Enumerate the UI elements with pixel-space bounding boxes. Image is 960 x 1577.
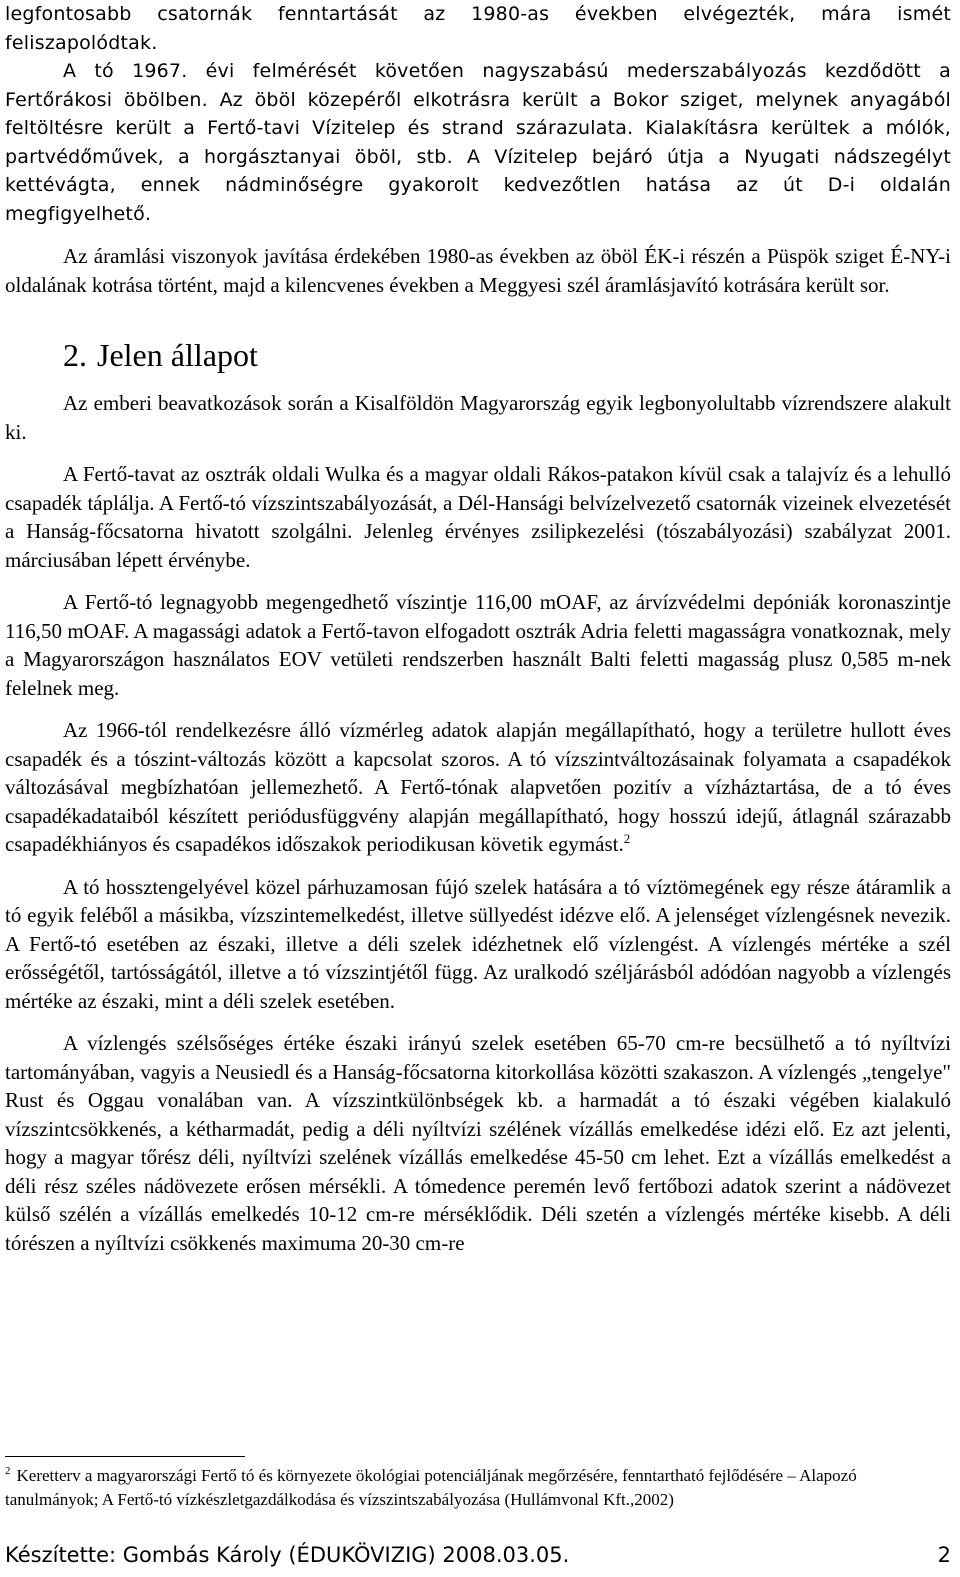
paragraph-seiche: A tó hossztengelyével közel párhuzamosan fújó szelek hatására a tó víztömegének egy része átáramlik a tó egyik feléből a másikba, vízszintemelkedést, illetve süllyedést idézve elő. A jelenséget vízlengésnek nevezik. A Fertő-tó esetében az északi, illetve a déli szelek idézhetnek elő vízlengést. A vízlengés mértéke a szél erősségétől, tartósságától, illetve a tó vízszintjétől függ. Az uralkodó széljárásból adódóan nagyobb a vízlengés mértéke az északi, mint a déli szelek esetében. bbox=[5, 874, 951, 1013]
paragraph-continued: legfontosabb csatornák fenntartását az 1980-as években elvégezték, mára ismét feliszapolódtak. bbox=[5, 3, 951, 54]
paragraph-seiche-extremes: A vízlengés szélsőséges értéke északi irányú szelek esetében 65-70 cm-re becsülhető a tó nyíltvízi tartományában, vagyis a Neusiedl és a Hanság-főcsatorna kitorkollása közötti szakaszon. A vízlengés „tengelye" Rust és Oggau vonalában van. A vízszintkülönbségek kb. a harmadát a tó északi végében kialakuló vízszintcsökkenés, a kétharmadát, pedig a déli nyíltvízi szélének vízállás emelkedése idézi elő. Ez azt jelenti, hogy a magyar tőrész déli, nyíltvízi szelének vízállás emelkedése 45-50 cm lehet. Ezt a vízállás emelkedést a déli rész széles nádövezete erősen mérsékli. A tómedence peremén levő fertőbozi adatok szerint a nádövezet külső szélén a vízállás emelkedés 10-12 cm-re mérséklődik. Déli szetén a vízlengés mértéke kisebb. A déli tórészen a nyíltvízi csökkenés maximuma 20-30 cm-re bbox=[5, 1031, 951, 1255]
paragraph-flow-improvement: Az áramlási viszonyok javítása érdekében 1980-as években az öböl ÉK-i részén a Püspök sziget É-NY-i oldalának kotrása történt, majd a kilencvenes években a Meggyesi szél áramlásjavító kotrására került sor. bbox=[5, 244, 951, 297]
paragraph-water-balance-text: Az 1966-tól rendelkezésre álló vízmérleg adatok alapján megállapítható, hogy a területre hullott éves csapadék és a tószint-változás között a kapcsolat szoros. A tó vízszintváltozásainak folyamata a csapadékok változásával megbízhatóan jellemezhető. A Fertő-tónak alapvetően pozitív a vízháztartása, de a tó éves csapadékadataiból készített periódusfüggvény alapján megállapítható, hogy hosszú idejű, átlagnál szárazabb csapadékhiányos és csapadékos időszakok periodikusan követik egymást. bbox=[5, 718, 951, 856]
paragraph-water-levels: A Fertő-tó legnagyobb megengedhető víszintje 116,00 mOAF, az árvízvédelmi depóniák koronaszintje 116,50 mOAF. A magassági adatok a Fertő-tavon elfogadott osztrák Adria feletti magasságra vonatkoznak, mely a Magyarországon használatos EOV vetületi rendszerben használt Balti feletti magasság plusz 0,585 m-nek felelnek meg. bbox=[5, 590, 951, 700]
footer-author: Készítette: Gombás Károly (ÉDUKÖVIZIG) 2008.03.05. bbox=[5, 1543, 570, 1567]
footnote-divider bbox=[5, 1456, 245, 1457]
footnote-text: Keretterv a magyarországi Fertő tó és környezete ökológiai potenciáljának megőrzésére, fenntartható fejlődésére – Alapozó tanulmányok; A Fertő-tó vízkészletgazdálkodása és vízszintszabályozása (Hullámvonal Kft.,2002) bbox=[5, 1466, 857, 1509]
paragraph-dredging-1967: A tó 1967. évi felmérését követően nagyszabású mederszabályozás kezdődött a Fertőrákosi öbölben. Az öböl közepéről elkotrásra került a Bokor sziget, melynek anyagából feltöltésre került a Fertő-tavi Vízitelep és strand szárazulata. Kialakításra kerültek a mólók, partvédőművek, a horgásztanyai öböl, stb. A Vízitelep bejáró útja a Nyugati nádszegélyt kettévágta, ennek nádminőségre gyakorolt kedvezőtlen hatása az út D-i oldalán megfigyelhető. bbox=[5, 60, 951, 225]
paragraph-water-balance bbox=[5, 716, 951, 859]
footnote bbox=[5, 1464, 920, 1512]
page-number: 2 bbox=[937, 1543, 951, 1567]
section-number: 2. bbox=[63, 337, 87, 373]
paragraph-water-supply: A Fertő-tavat az osztrák oldali Wulka és a magyar oldali Rákos-patakon kívül csak a talajvíz és a lehulló csapadék táplálja. A Fertő-tó vízszintszabályozását, a Dél-Hansági belvízelvezető csatornák vizeinek elvezetését a Hanság-főcsatorna hivatott szolgálni. Jelenleg érvényes zsilipkezelési (tószabályozási) szabályzat 2001. márciusában lépett érvénybe. bbox=[5, 462, 951, 572]
document-page bbox=[5, 0, 951, 1257]
footnote-number: 2 bbox=[5, 1465, 11, 1478]
section-title: Jelen állapot bbox=[97, 337, 258, 373]
footnote-reference[interactable]: 2 bbox=[623, 831, 631, 846]
page-footer bbox=[5, 1540, 951, 1570]
section-heading bbox=[63, 335, 951, 375]
paragraph-intro: Az emberi beavatkozások során a Kisalföldön Magyarország egyik legbonyolultabb vízrendszere alakult ki. bbox=[5, 391, 951, 444]
